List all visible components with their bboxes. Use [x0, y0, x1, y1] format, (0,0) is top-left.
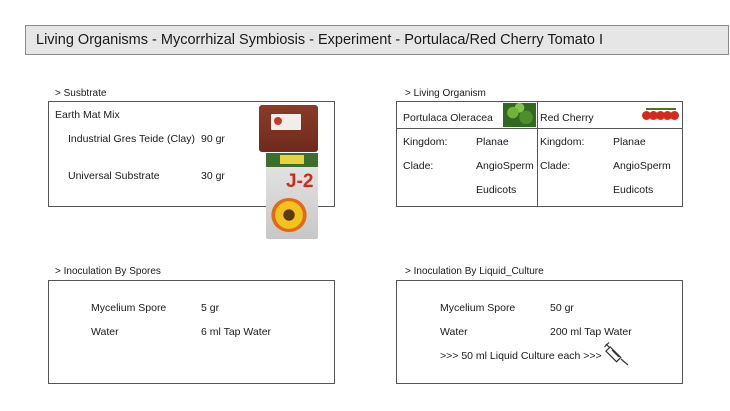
- organism-name: Red Cherry: [540, 112, 594, 124]
- spores-item-amount: 5 gr: [201, 302, 220, 314]
- liquid-note: >>> 50 ml Liquid Culture each >>>: [440, 350, 602, 362]
- substrate-item-name: Universal Substrate: [68, 170, 160, 182]
- spores-item-amount: 6 ml Tap Water: [201, 326, 272, 338]
- substrate-item-amount: 90 gr: [201, 133, 225, 145]
- organism-row-value: Eudicots: [476, 184, 517, 196]
- organism-row-key: Kingdom:: [403, 136, 448, 148]
- organism-row-value: AngioSperm: [613, 160, 671, 172]
- spores-section-label: > Inoculation By Spores: [55, 266, 161, 277]
- substrate-bag-label: J-2: [286, 171, 314, 192]
- page-title: Living Organisms - Mycorrhizal Symbiosis - Experiment - Portulaca/Red Cherry Tomato I: [25, 25, 729, 55]
- organism-row-value: Planae: [476, 136, 509, 148]
- organism-row-value: Planae: [613, 136, 646, 148]
- organism-name: Portulaca Oleracea: [403, 112, 493, 124]
- liquid-section-label: > Inoculation By Liquid_Culture: [405, 266, 544, 277]
- organism-row-value: Eudicots: [613, 184, 654, 196]
- organism-section-label: > Living Organism: [405, 88, 486, 99]
- spores-item-name: Mycelium Spore: [91, 302, 167, 314]
- portulaca-image: [503, 103, 536, 127]
- syringe-icon: [604, 342, 630, 366]
- liquid-item-name: Water: [440, 326, 468, 338]
- substrate-bag-image: [266, 153, 318, 239]
- liquid-item-amount: 50 gr: [550, 302, 574, 314]
- substrate-mix-name: Earth Mat Mix: [55, 109, 120, 121]
- substrate-section-label: > Susbtrate: [55, 88, 107, 99]
- cherry-tomato-image: [642, 108, 680, 122]
- organism-row-value: AngioSperm: [476, 160, 534, 172]
- liquid-item-amount: 200 ml Tap Water: [550, 326, 632, 338]
- substrate-item-amount: 30 gr: [201, 170, 225, 182]
- organism-row-key: Kingdom:: [540, 136, 585, 148]
- clay-brick-image: [259, 105, 318, 152]
- substrate-item-name: Industrial Gres Teide (Clay): [68, 133, 196, 145]
- organism-row-key: Clade:: [403, 160, 434, 172]
- spores-item-name: Water: [91, 326, 119, 338]
- organism-row-key: Clade:: [540, 160, 571, 172]
- liquid-item-name: Mycelium Spore: [440, 302, 516, 314]
